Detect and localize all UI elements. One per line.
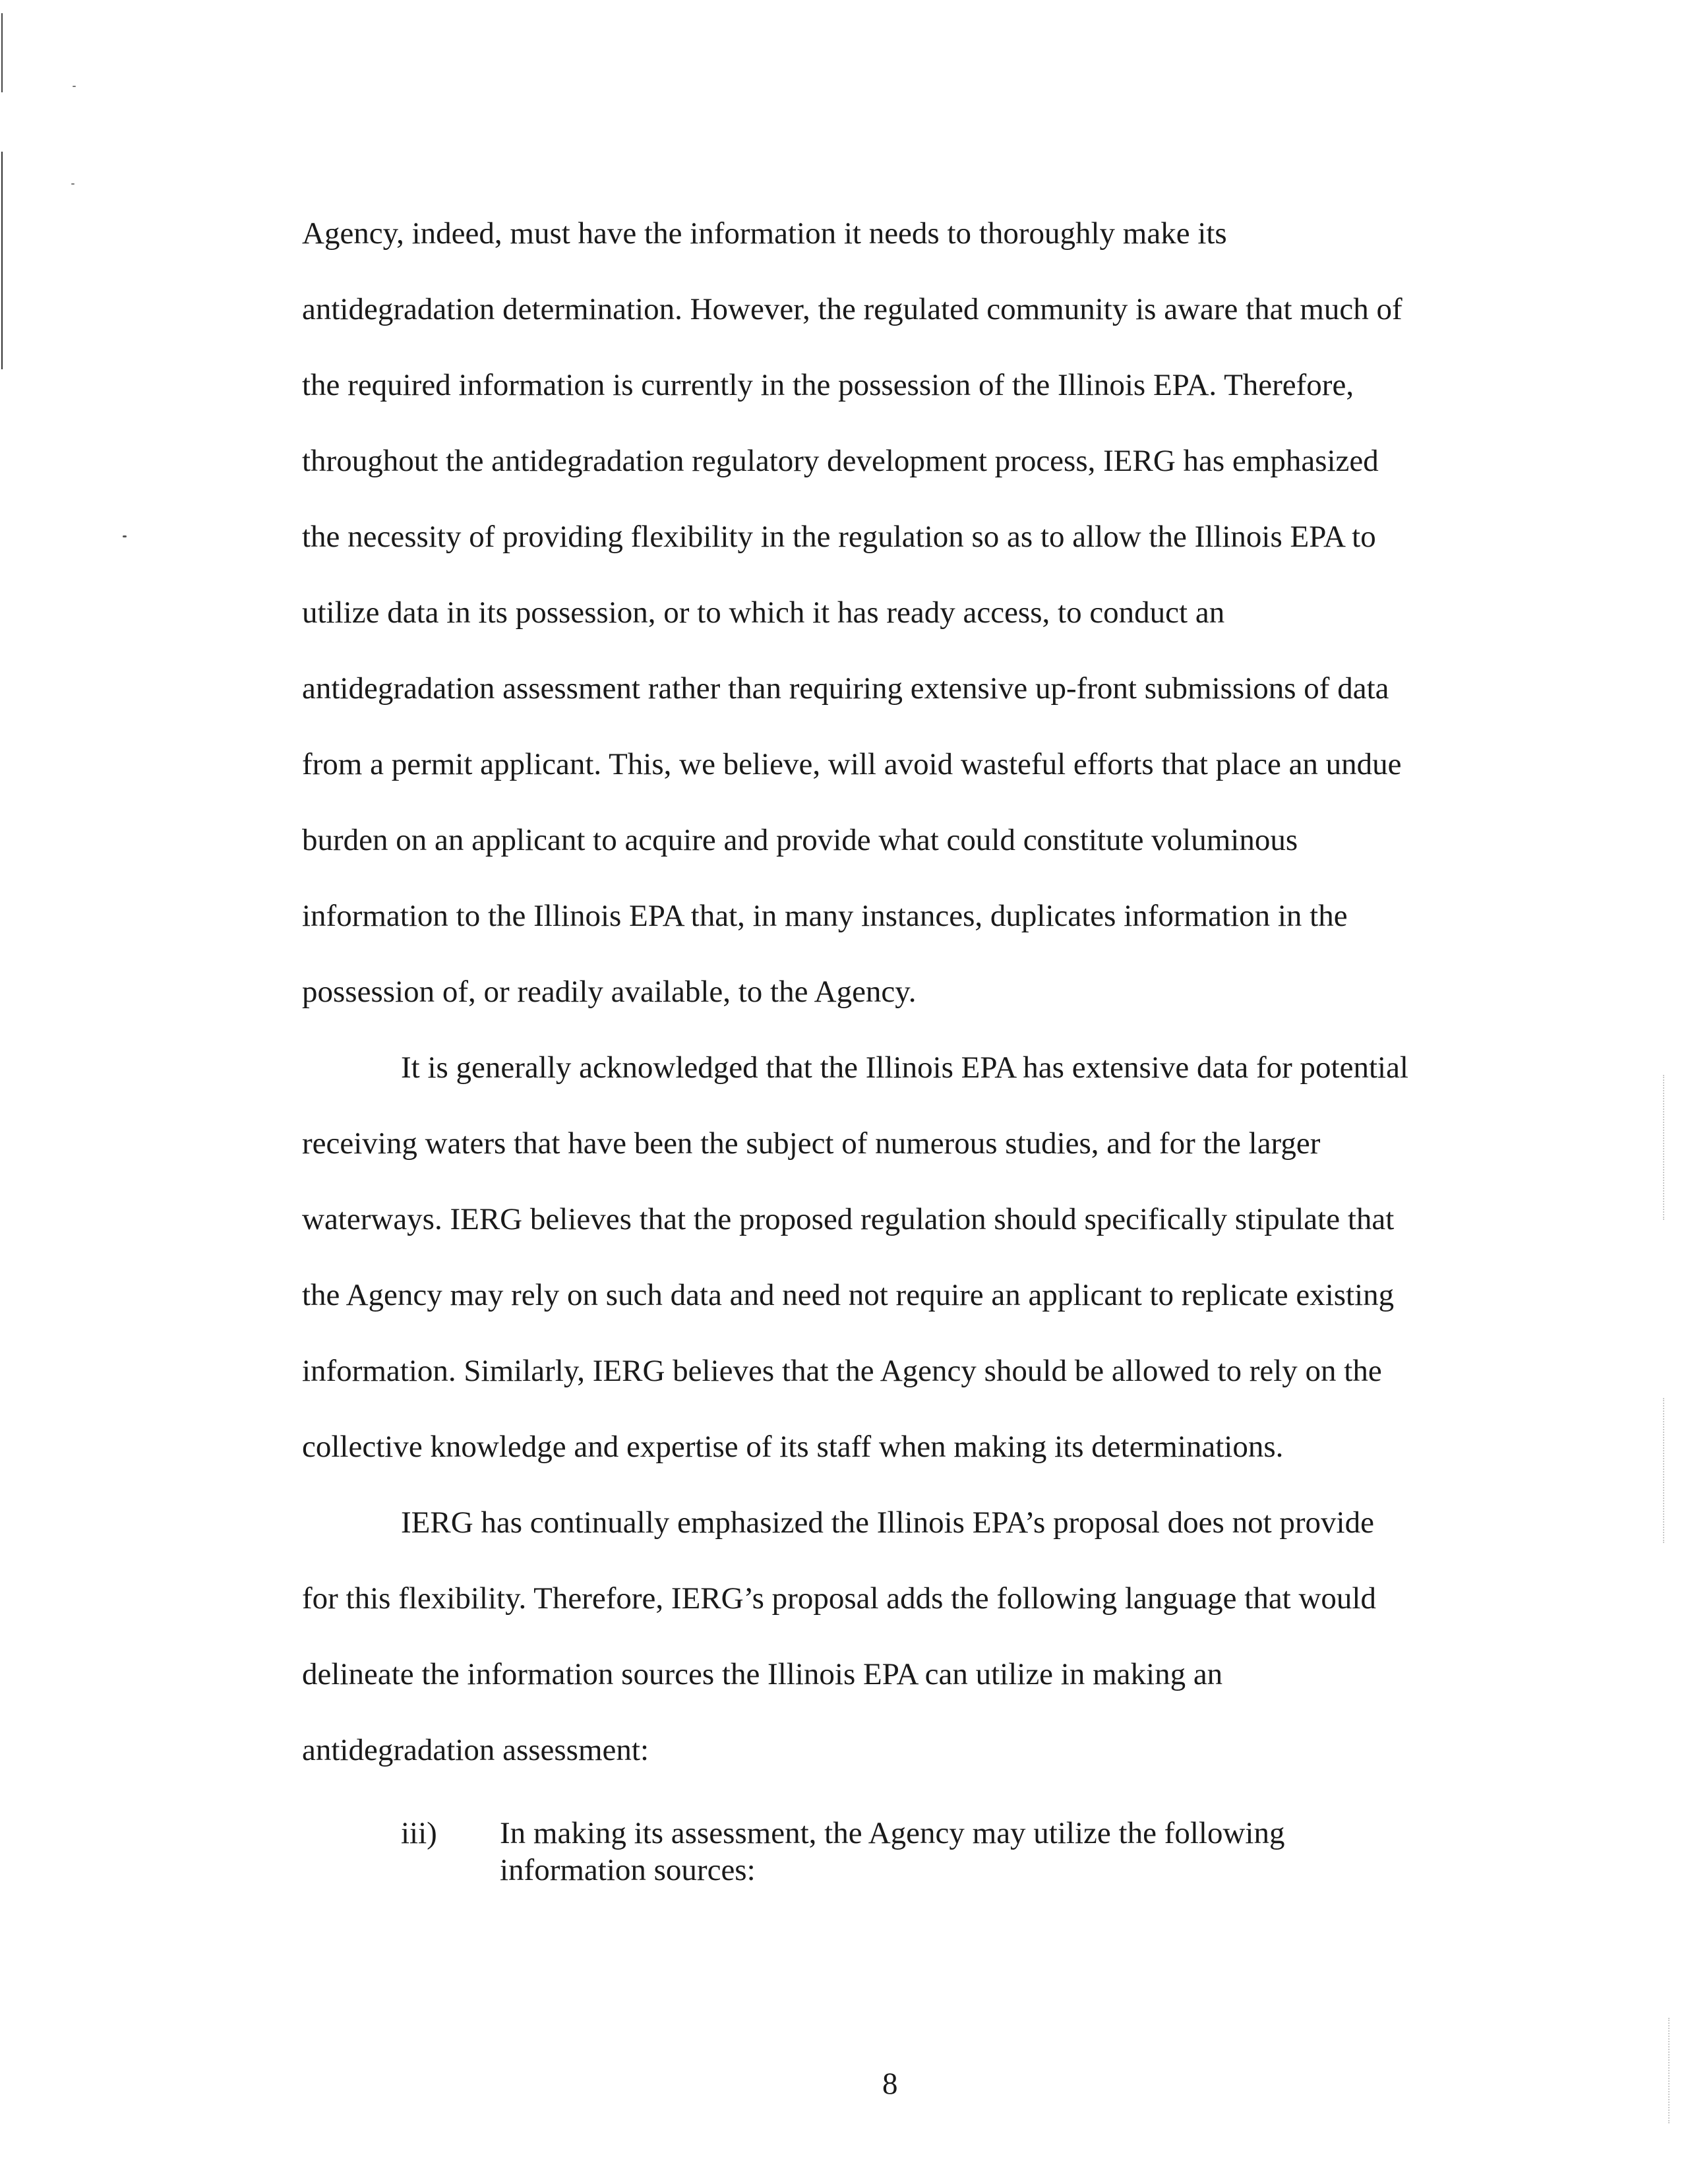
scan-speck — [1668, 2018, 1671, 2123]
paragraph-2-line: collective knowledge and expertise of its staff when making its determinations. — [302, 1430, 1284, 1464]
list-item-line: In making its assessment, the Agency may utilize the following — [500, 1816, 1285, 1850]
paragraph-1-line: possession of, or readily available, to the Agency. — [302, 975, 917, 1009]
paragraph-1-line: antidegradation determination. However, the regulated community is aware that much of — [302, 292, 1402, 326]
paragraph-1-line: information to the Illinois EPA that, in many instances, duplicates information in the — [302, 899, 1348, 933]
paragraph-1-line: antidegradation assessment rather than requiring extensive up-front submissions of data — [302, 671, 1389, 706]
scan-edge-mark — [1, 152, 3, 369]
paragraph-3-line: for this flexibility. Therefore, IERG’s proposal adds the following language that would — [302, 1581, 1376, 1616]
scan-edge-mark — [1, 13, 3, 92]
paragraph-1-line: throughout the antidegradation regulatory development process, IERG has emphasized — [302, 444, 1379, 478]
list-item-line: information sources: — [500, 1853, 756, 1887]
paragraph-2-line: It is generally acknowledged that the Illinois EPA has extensive data for potential — [401, 1050, 1408, 1085]
paragraph-1-line: the necessity of providing flexibility in the regulation so as to allow the Illinois EPA to — [302, 520, 1376, 554]
paragraph-3-line: delineate the information sources the Illinois EPA can utilize in making an — [302, 1657, 1223, 1691]
paragraph-1-line: from a permit applicant. This, we believe, will avoid wasteful efforts that place an undue — [302, 747, 1402, 781]
paragraph-2-line: the Agency may rely on such data and need not require an applicant to replicate existing — [302, 1278, 1395, 1312]
scan-speck — [73, 86, 76, 87]
paragraph-1-line: utilize data in its possession, or to which it has ready access, to conduct an — [302, 595, 1225, 630]
paragraph-2-line: receiving waters that have been the subject of numerous studies, and for the larger — [302, 1126, 1321, 1161]
list-item-number: iii) — [401, 1816, 437, 1850]
paragraph-1-line: burden on an applicant to acquire and provide what could constitute voluminous — [302, 823, 1298, 857]
scan-speck — [71, 183, 75, 185]
list-item-text — [500, 1815, 1423, 1889]
scan-speck — [1663, 1398, 1666, 1543]
paragraph-1-line: the required information is currently in the possession of the Illinois EPA. Therefore, — [302, 368, 1354, 402]
page-number: 8 — [882, 2067, 898, 2101]
paragraph-1-line: Agency, indeed, must have the information it needs to thoroughly make its — [302, 216, 1227, 251]
paragraph-3-line: IERG has continually emphasized the Illinois EPA’s proposal does not provide — [401, 1505, 1374, 1540]
paragraph-3-line: antidegradation assessment: — [302, 1733, 649, 1767]
paragraph-2-line: waterways. IERG believes that the proposed regulation should specifically stipulate that — [302, 1202, 1395, 1236]
paragraph-2-line: information. Similarly, IERG believes that the Agency should be allowed to rely on the — [302, 1354, 1382, 1388]
scan-speck — [123, 535, 127, 537]
scan-speck — [1663, 1075, 1666, 1220]
